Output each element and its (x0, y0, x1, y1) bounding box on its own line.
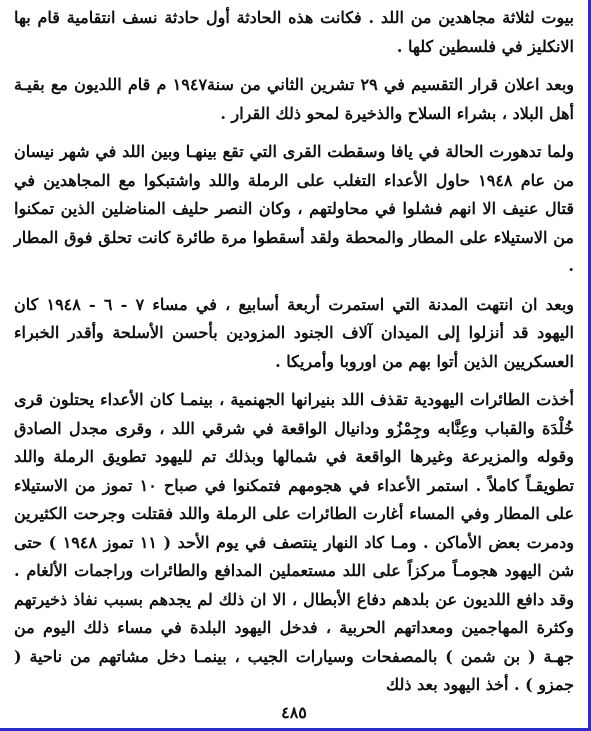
page-body (14, 4, 574, 700)
paragraph (14, 291, 574, 377)
paragraph (14, 71, 574, 128)
paragraph-text: بيوت لثلاثة مجاهدين من اللد . فكانت هذه الحادثة أول حادثة نسف انتقامية قام بها الانكليز في فلسطين كلها . (14, 8, 574, 56)
paragraph-gap (14, 376, 574, 386)
paragraph-gap (14, 61, 574, 71)
paragraph-gap (14, 281, 574, 291)
page-number: ٤٨٥ (281, 703, 307, 722)
paragraph-text: ولما تدهورت الحالة في يافا وسقطت القرى التي تقع بينهـا وبين اللد في شهر نيسان من عام ١٩٤٨ حاول الأعداء التغلب على الرملة واللد واشتبكوا مع المجاهدين في قتال عنيف الا انهم فشلوا في محاولتهم ، وكان النصر حليف المناضلين الذين تمكنوا من الاستيلاء على المطار والمحطة ولقد أسقطوا مرة طائرة كانت تحلق فوق المطار . (14, 142, 575, 275)
paragraph (14, 4, 574, 61)
paragraph-text: وبعد اعلان قرار التقسيم في ٢٩ تشرين الثاني من سنة١٩٤٧ م قام اللديون مع بقيـة أهل البلاد ، بشراء السلاح والذخيرة لمحو ذلك القرار . (14, 75, 575, 123)
paragraph (14, 138, 574, 281)
paragraph (14, 386, 574, 700)
paragraph-gap (14, 128, 574, 138)
paragraph-text: وبعد ان انتهت المدنة التي استمرت أربعة أسابيع ، في مساء ٧ - ٦ - ١٩٤٨ كان اليهود قد أنزلوا إلى الميدان آلاف الجنود المزودين بأحسن الأسلحة وأقدر الخبراء العسكريين الذين أتوا بهم من اوروبا وأمريكا . (14, 294, 575, 371)
paragraph-text: أخذت الطائرات اليهودية تقذف اللد بنيرانها الجهنمية ، بينمـا كان الأعداء يحتلون قرى خُلْدَة والقباب وعِنَّابه وجِمْزُو ودانيال الواقعة في شرقي اللد ، وقرى مجدل الصادق وقوله والمزيرعة وغيرها الواقعة في شمالها وبذلك تم لليهود تطويق الرملة واللد تطويقـاً كاملاً . استمر الأعداء في هجومهم فتمكنوا في صباح ١٠ تموز من الاستيلاء على المطار وفي المساء أغارت الطائرات على الرملة واللد فقتلت وجرحت الكثيرين ودمرت بعض الأماكن . ومـا كاد النهار ينتصف في يوم الأحد ( ١١ تموز ١٩٤٨ ) حتى شن اليهود هجومـاً مركزاً على اللد مستعملين المدافع والطائرات وراجمات الألغام . وقد دافع اللديون عن بلدهم دفاع الأبطال ، الا ان ذلك لم يجدهم بسبب نفاذ ذخيرتهم وكثرة المهاجمين ومعداتهم الحربية ، فدخل اليهود البلدة في مساء ذلك اليوم من جهـة ( بن شمن ) بالمصفحات وسيارات الجيب ، بينمـا دخل مشاتهم من ناحية ( جمزو ) . أخذ اليهود بعد ذلك (14, 390, 575, 694)
